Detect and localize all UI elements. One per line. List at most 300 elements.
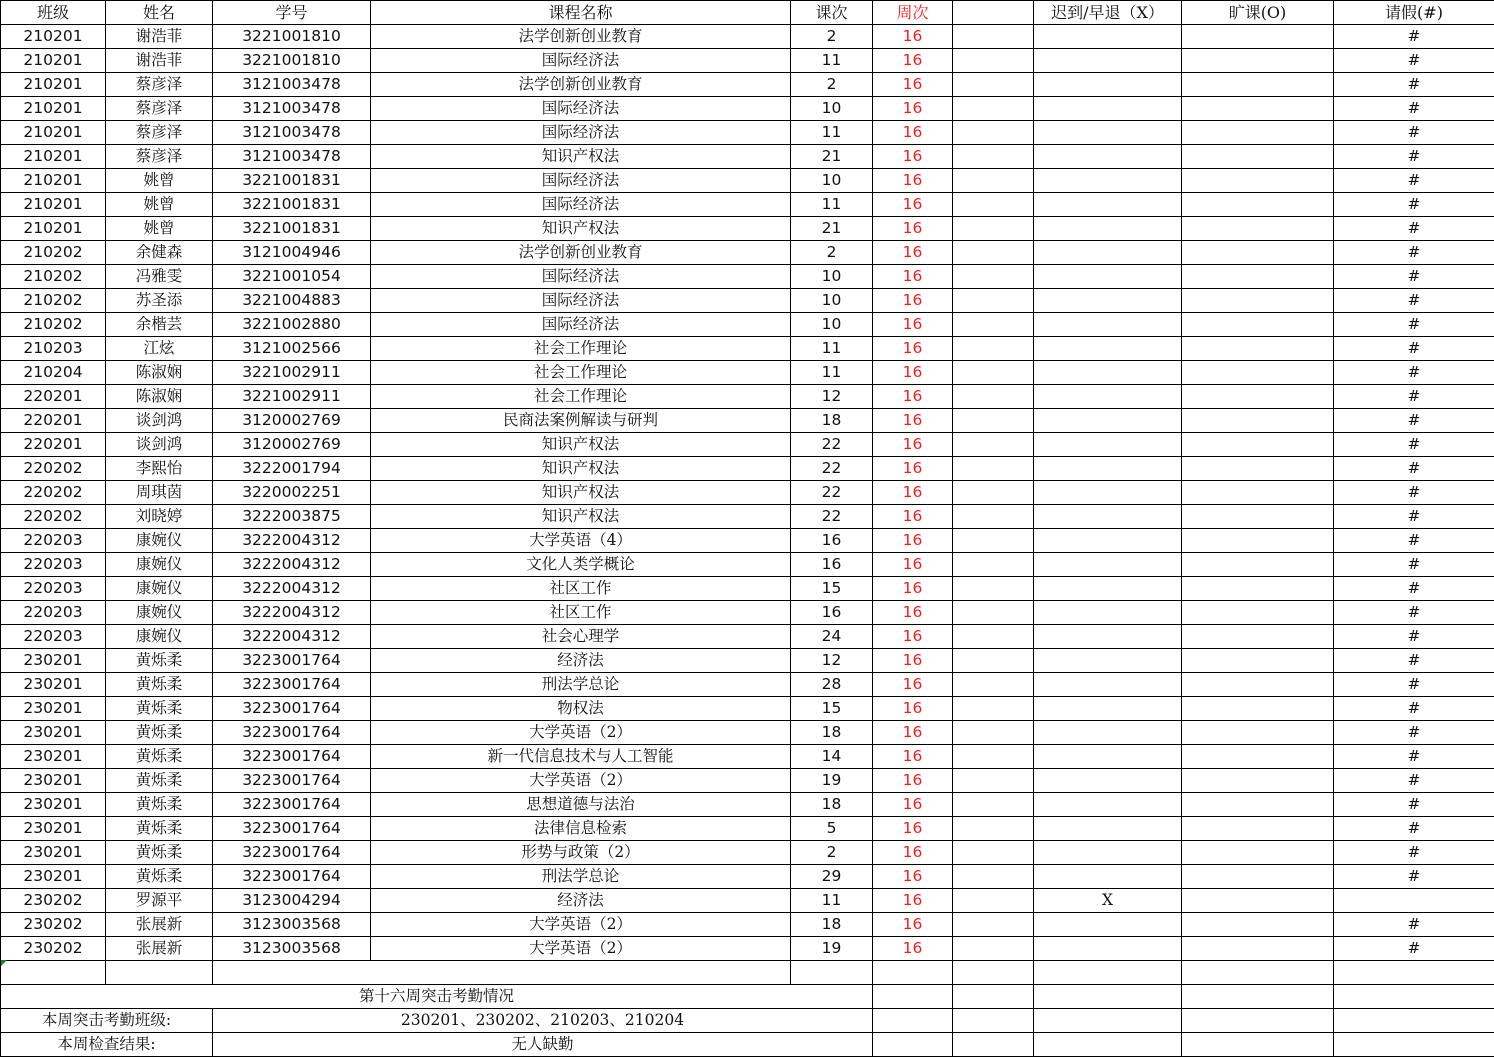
cell-session[interactable]: 2 xyxy=(791,25,873,49)
cell-name[interactable]: 姚曾 xyxy=(106,169,213,193)
cell-week[interactable]: 16 xyxy=(873,841,953,865)
cell-blank[interactable] xyxy=(953,481,1034,505)
cell-course[interactable]: 法学创新创业教育 xyxy=(371,73,791,97)
cell-name[interactable]: 陈淑娴 xyxy=(106,385,213,409)
cell-week[interactable]: 16 xyxy=(873,25,953,49)
cell-leave[interactable]: # xyxy=(1334,721,1494,745)
cell-week[interactable]: 16 xyxy=(873,769,953,793)
cell-class[interactable]: 230202 xyxy=(1,937,106,961)
cell-student-id[interactable]: 3221001831 xyxy=(213,169,371,193)
cell-session[interactable]: 12 xyxy=(791,385,873,409)
cell-session[interactable]: 2 xyxy=(791,841,873,865)
cell-late[interactable] xyxy=(1034,433,1182,457)
cell-leave[interactable]: # xyxy=(1334,697,1494,721)
cell-student-id[interactable]: 3223001764 xyxy=(213,721,371,745)
cell-leave[interactable]: # xyxy=(1334,385,1494,409)
cell-student-id[interactable]: 3223001764 xyxy=(213,649,371,673)
cell-student-id[interactable]: 3221002911 xyxy=(213,385,371,409)
cell-student-id[interactable]: 3223001764 xyxy=(213,769,371,793)
cell-course[interactable]: 知识产权法 xyxy=(371,457,791,481)
cell[interactable] xyxy=(1182,985,1334,1009)
cell-name[interactable]: 康婉仪 xyxy=(106,601,213,625)
cell-name[interactable]: 康婉仪 xyxy=(106,553,213,577)
cell-name[interactable]: 余健森 xyxy=(106,241,213,265)
cell-absent[interactable] xyxy=(1182,49,1334,73)
cell-blank[interactable] xyxy=(953,697,1034,721)
cell-course[interactable]: 国际经济法 xyxy=(371,121,791,145)
cell-student-id[interactable]: 3222004312 xyxy=(213,553,371,577)
cell-session[interactable]: 11 xyxy=(791,49,873,73)
cell-late[interactable] xyxy=(1034,673,1182,697)
cell-name[interactable]: 黄烁柔 xyxy=(106,721,213,745)
cell-late[interactable] xyxy=(1034,721,1182,745)
cell-name[interactable]: 康婉仪 xyxy=(106,529,213,553)
cell-week[interactable]: 16 xyxy=(873,145,953,169)
cell-late[interactable] xyxy=(1034,841,1182,865)
cell-absent[interactable] xyxy=(1182,817,1334,841)
cell-course[interactable]: 形势与政策（2） xyxy=(371,841,791,865)
cell-absent[interactable] xyxy=(1182,289,1334,313)
cell-absent[interactable] xyxy=(1182,529,1334,553)
cell-blank[interactable] xyxy=(953,457,1034,481)
cell-late[interactable] xyxy=(1034,193,1182,217)
cell-student-id[interactable]: 3221002911 xyxy=(213,361,371,385)
cell-course[interactable]: 法律信息检索 xyxy=(371,817,791,841)
cell-blank[interactable] xyxy=(953,241,1034,265)
cell[interactable] xyxy=(1334,1009,1494,1033)
cell-absent[interactable] xyxy=(1182,265,1334,289)
cell-name[interactable]: 谢浩菲 xyxy=(106,49,213,73)
cell-week[interactable]: 16 xyxy=(873,289,953,313)
header-leave[interactable]: 请假(#) xyxy=(1334,1,1494,25)
cell-course[interactable]: 法学创新创业教育 xyxy=(371,25,791,49)
cell-absent[interactable] xyxy=(1182,745,1334,769)
cell-class[interactable]: 230202 xyxy=(1,913,106,937)
cell-class[interactable]: 210201 xyxy=(1,49,106,73)
cell-leave[interactable]: # xyxy=(1334,505,1494,529)
cell-late[interactable] xyxy=(1034,385,1182,409)
cell-name[interactable]: 蔡彦泽 xyxy=(106,121,213,145)
cell-blank[interactable] xyxy=(953,145,1034,169)
cell-class[interactable]: 210201 xyxy=(1,217,106,241)
cell-session[interactable]: 12 xyxy=(791,649,873,673)
cell-session[interactable]: 2 xyxy=(791,73,873,97)
cell-late[interactable] xyxy=(1034,481,1182,505)
cell-late[interactable]: X xyxy=(1034,889,1182,913)
cell-student-id[interactable]: 3223001764 xyxy=(213,841,371,865)
cell-name[interactable]: 江炫 xyxy=(106,337,213,361)
cell-student-id[interactable]: 3222004312 xyxy=(213,601,371,625)
cell[interactable] xyxy=(1182,961,1334,985)
header-session[interactable]: 课次 xyxy=(791,1,873,25)
cell-student-id[interactable]: 3123004294 xyxy=(213,889,371,913)
cell-week[interactable]: 16 xyxy=(873,505,953,529)
summary-classes-label[interactable]: 本周突击考勤班级: xyxy=(1,1009,213,1033)
cell-session[interactable]: 29 xyxy=(791,865,873,889)
cell-name[interactable]: 黄烁柔 xyxy=(106,697,213,721)
cell-session[interactable]: 10 xyxy=(791,265,873,289)
cell-leave[interactable]: # xyxy=(1334,193,1494,217)
cell-week[interactable]: 16 xyxy=(873,49,953,73)
cell-late[interactable] xyxy=(1034,553,1182,577)
cell-student-id[interactable]: 3121002566 xyxy=(213,337,371,361)
cell-class[interactable]: 210201 xyxy=(1,73,106,97)
cell-class[interactable]: 220203 xyxy=(1,625,106,649)
cell-class[interactable]: 230201 xyxy=(1,721,106,745)
cell-absent[interactable] xyxy=(1182,457,1334,481)
cell-class[interactable]: 220201 xyxy=(1,433,106,457)
cell[interactable] xyxy=(873,1033,953,1057)
cell-leave[interactable]: # xyxy=(1334,217,1494,241)
cell-week[interactable]: 16 xyxy=(873,337,953,361)
cell-class[interactable]: 220203 xyxy=(1,529,106,553)
cell-session[interactable]: 10 xyxy=(791,289,873,313)
cell-class[interactable]: 210202 xyxy=(1,289,106,313)
cell-session[interactable]: 19 xyxy=(791,937,873,961)
cell-name[interactable]: 黄烁柔 xyxy=(106,649,213,673)
cell-name[interactable]: 蔡彦泽 xyxy=(106,97,213,121)
cell[interactable] xyxy=(1034,961,1182,985)
cell-late[interactable] xyxy=(1034,169,1182,193)
cell-blank[interactable] xyxy=(953,73,1034,97)
cell-name[interactable]: 谢浩菲 xyxy=(106,25,213,49)
cell-blank[interactable] xyxy=(953,25,1034,49)
cell-class[interactable]: 220201 xyxy=(1,385,106,409)
header-absent[interactable]: 旷课(O) xyxy=(1182,1,1334,25)
cell-session[interactable]: 11 xyxy=(791,337,873,361)
cell-blank[interactable] xyxy=(953,769,1034,793)
cell-session[interactable]: 11 xyxy=(791,193,873,217)
cell-student-id[interactable]: 3121004946 xyxy=(213,241,371,265)
cell-class[interactable]: 210201 xyxy=(1,169,106,193)
cell-leave[interactable]: # xyxy=(1334,49,1494,73)
cell-late[interactable] xyxy=(1034,49,1182,73)
cell-class[interactable]: 220202 xyxy=(1,481,106,505)
cell-leave[interactable]: # xyxy=(1334,97,1494,121)
cell-class[interactable]: 210202 xyxy=(1,265,106,289)
summary-result-value[interactable]: 无人缺勤 xyxy=(213,1033,873,1057)
cell-course[interactable]: 国际经济法 xyxy=(371,265,791,289)
cell-leave[interactable]: # xyxy=(1334,913,1494,937)
cell-course[interactable]: 国际经济法 xyxy=(371,193,791,217)
cell-student-id[interactable]: 3223001764 xyxy=(213,865,371,889)
cell-blank[interactable] xyxy=(953,529,1034,553)
cell-late[interactable] xyxy=(1034,817,1182,841)
cell-leave[interactable]: # xyxy=(1334,361,1494,385)
cell-week[interactable]: 16 xyxy=(873,553,953,577)
cell-class[interactable]: 220203 xyxy=(1,601,106,625)
cell-blank[interactable] xyxy=(953,433,1034,457)
cell-blank[interactable] xyxy=(953,649,1034,673)
cell-week[interactable]: 16 xyxy=(873,409,953,433)
cell[interactable] xyxy=(1034,1033,1182,1057)
cell-absent[interactable] xyxy=(1182,73,1334,97)
cell-student-id[interactable]: 3221004883 xyxy=(213,289,371,313)
cell-week[interactable]: 16 xyxy=(873,649,953,673)
cell-session[interactable]: 16 xyxy=(791,553,873,577)
cell-week[interactable]: 16 xyxy=(873,697,953,721)
cell-session[interactable]: 21 xyxy=(791,145,873,169)
cell-week[interactable]: 16 xyxy=(873,241,953,265)
cell-absent[interactable] xyxy=(1182,385,1334,409)
cell-student-id[interactable]: 3221001831 xyxy=(213,217,371,241)
cell-week[interactable]: 16 xyxy=(873,745,953,769)
cell-leave[interactable]: # xyxy=(1334,313,1494,337)
cell-class[interactable]: 210201 xyxy=(1,25,106,49)
summary-classes-value[interactable]: 230201、230202、210203、210204 xyxy=(213,1009,873,1033)
cell-blank[interactable] xyxy=(953,793,1034,817)
cell-course[interactable]: 文化人类学概论 xyxy=(371,553,791,577)
cell-class[interactable]: 230201 xyxy=(1,793,106,817)
cell-class[interactable]: 210201 xyxy=(1,97,106,121)
cell-blank[interactable] xyxy=(953,577,1034,601)
cell-class[interactable]: 210202 xyxy=(1,241,106,265)
cell[interactable] xyxy=(1334,985,1494,1009)
cell-absent[interactable] xyxy=(1182,145,1334,169)
cell-blank[interactable] xyxy=(953,289,1034,313)
cell-week[interactable]: 16 xyxy=(873,193,953,217)
cell[interactable] xyxy=(1,961,106,985)
cell-leave[interactable]: # xyxy=(1334,529,1494,553)
cell-class[interactable]: 210204 xyxy=(1,361,106,385)
cell-session[interactable]: 24 xyxy=(791,625,873,649)
cell-leave[interactable]: # xyxy=(1334,937,1494,961)
cell-leave[interactable]: # xyxy=(1334,865,1494,889)
cell-late[interactable] xyxy=(1034,793,1182,817)
cell-blank[interactable] xyxy=(953,865,1034,889)
cell-leave[interactable]: # xyxy=(1334,577,1494,601)
cell-late[interactable] xyxy=(1034,97,1182,121)
cell-leave[interactable]: # xyxy=(1334,745,1494,769)
cell-session[interactable]: 5 xyxy=(791,817,873,841)
cell-class[interactable]: 210201 xyxy=(1,121,106,145)
cell-absent[interactable] xyxy=(1182,841,1334,865)
header-student-id[interactable]: 学号 xyxy=(213,1,371,25)
cell-absent[interactable] xyxy=(1182,913,1334,937)
cell-late[interactable] xyxy=(1034,337,1182,361)
cell-blank[interactable] xyxy=(953,601,1034,625)
cell-week[interactable]: 16 xyxy=(873,865,953,889)
cell-session[interactable]: 2 xyxy=(791,241,873,265)
cell-student-id[interactable]: 3223001764 xyxy=(213,817,371,841)
cell-late[interactable] xyxy=(1034,25,1182,49)
cell-course[interactable]: 法学创新创业教育 xyxy=(371,241,791,265)
cell-session[interactable]: 10 xyxy=(791,169,873,193)
summary-result-label[interactable]: 本周检查结果: xyxy=(1,1033,213,1057)
cell-week[interactable]: 16 xyxy=(873,577,953,601)
cell-session[interactable]: 22 xyxy=(791,457,873,481)
cell-absent[interactable] xyxy=(1182,793,1334,817)
cell-week[interactable]: 16 xyxy=(873,169,953,193)
cell-blank[interactable] xyxy=(953,745,1034,769)
cell-leave[interactable]: # xyxy=(1334,673,1494,697)
cell-class[interactable]: 230201 xyxy=(1,865,106,889)
cell-name[interactable]: 周琪茵 xyxy=(106,481,213,505)
cell-leave[interactable]: # xyxy=(1334,841,1494,865)
cell-course[interactable]: 知识产权法 xyxy=(371,145,791,169)
cell-session[interactable]: 15 xyxy=(791,577,873,601)
cell-name[interactable]: 冯雅雯 xyxy=(106,265,213,289)
cell-week[interactable]: 16 xyxy=(873,361,953,385)
cell-absent[interactable] xyxy=(1182,313,1334,337)
cell-course[interactable]: 大学英语（2） xyxy=(371,721,791,745)
cell-name[interactable]: 黄烁柔 xyxy=(106,769,213,793)
cell-session[interactable]: 28 xyxy=(791,673,873,697)
cell-leave[interactable]: # xyxy=(1334,409,1494,433)
cell-class[interactable]: 220203 xyxy=(1,553,106,577)
cell-late[interactable] xyxy=(1034,289,1182,313)
cell-week[interactable]: 16 xyxy=(873,481,953,505)
cell-leave[interactable]: # xyxy=(1334,649,1494,673)
cell-week[interactable]: 16 xyxy=(873,385,953,409)
cell-name[interactable]: 康婉仪 xyxy=(106,577,213,601)
header-blank[interactable] xyxy=(953,1,1034,25)
cell-student-id[interactable]: 3221001831 xyxy=(213,193,371,217)
cell-late[interactable] xyxy=(1034,601,1182,625)
cell-name[interactable]: 康婉仪 xyxy=(106,625,213,649)
cell-class[interactable]: 210201 xyxy=(1,145,106,169)
cell-leave[interactable]: # xyxy=(1334,553,1494,577)
cell-student-id[interactable]: 3221001054 xyxy=(213,265,371,289)
cell-absent[interactable] xyxy=(1182,337,1334,361)
cell-course[interactable]: 大学英语（2） xyxy=(371,937,791,961)
cell-absent[interactable] xyxy=(1182,121,1334,145)
cell-absent[interactable] xyxy=(1182,649,1334,673)
header-course[interactable]: 课程名称 xyxy=(371,1,791,25)
cell-absent[interactable] xyxy=(1182,241,1334,265)
cell-late[interactable] xyxy=(1034,409,1182,433)
cell-name[interactable]: 苏圣添 xyxy=(106,289,213,313)
cell-absent[interactable] xyxy=(1182,169,1334,193)
cell-blank[interactable] xyxy=(953,217,1034,241)
cell-name[interactable]: 余楷芸 xyxy=(106,313,213,337)
cell-name[interactable]: 蔡彦泽 xyxy=(106,145,213,169)
cell[interactable] xyxy=(953,1033,1034,1057)
cell-name[interactable]: 黄烁柔 xyxy=(106,817,213,841)
cell-class[interactable]: 220203 xyxy=(1,577,106,601)
cell-late[interactable] xyxy=(1034,697,1182,721)
cell-blank[interactable] xyxy=(953,409,1034,433)
cell[interactable] xyxy=(106,961,213,985)
cell-absent[interactable] xyxy=(1182,625,1334,649)
cell[interactable] xyxy=(1034,1009,1182,1033)
cell-absent[interactable] xyxy=(1182,601,1334,625)
cell-leave[interactable]: # xyxy=(1334,265,1494,289)
cell-course[interactable]: 新一代信息技术与人工智能 xyxy=(371,745,791,769)
cell-absent[interactable] xyxy=(1182,25,1334,49)
cell-course[interactable]: 知识产权法 xyxy=(371,505,791,529)
cell-session[interactable]: 11 xyxy=(791,361,873,385)
cell-absent[interactable] xyxy=(1182,697,1334,721)
cell-session[interactable]: 22 xyxy=(791,433,873,457)
cell-absent[interactable] xyxy=(1182,481,1334,505)
cell-week[interactable]: 16 xyxy=(873,601,953,625)
cell-course[interactable]: 民商法案例解读与研判 xyxy=(371,409,791,433)
cell-student-id[interactable]: 3223001764 xyxy=(213,673,371,697)
cell-class[interactable]: 230201 xyxy=(1,817,106,841)
cell-week[interactable]: 16 xyxy=(873,313,953,337)
cell-session[interactable]: 10 xyxy=(791,313,873,337)
cell-leave[interactable]: # xyxy=(1334,817,1494,841)
cell-course[interactable]: 物权法 xyxy=(371,697,791,721)
cell-session[interactable]: 18 xyxy=(791,913,873,937)
cell-student-id[interactable]: 3222001794 xyxy=(213,457,371,481)
cell-blank[interactable] xyxy=(953,913,1034,937)
cell-week[interactable]: 16 xyxy=(873,529,953,553)
cell-course[interactable]: 经济法 xyxy=(371,649,791,673)
cell-blank[interactable] xyxy=(953,97,1034,121)
cell-class[interactable]: 210202 xyxy=(1,313,106,337)
cell-class[interactable]: 210201 xyxy=(1,193,106,217)
cell-week[interactable]: 16 xyxy=(873,433,953,457)
cell-late[interactable] xyxy=(1034,73,1182,97)
cell[interactable] xyxy=(873,985,953,1009)
cell-week[interactable]: 16 xyxy=(873,265,953,289)
cell-class[interactable]: 230201 xyxy=(1,697,106,721)
cell-course[interactable]: 国际经济法 xyxy=(371,97,791,121)
cell-session[interactable]: 16 xyxy=(791,601,873,625)
cell-leave[interactable]: # xyxy=(1334,625,1494,649)
cell-class[interactable]: 230201 xyxy=(1,673,106,697)
cell-blank[interactable] xyxy=(953,361,1034,385)
cell[interactable] xyxy=(953,961,1034,985)
cell-leave[interactable]: # xyxy=(1334,145,1494,169)
header-name[interactable]: 姓名 xyxy=(106,1,213,25)
cell-week[interactable]: 16 xyxy=(873,121,953,145)
cell[interactable] xyxy=(791,961,873,985)
cell[interactable] xyxy=(1182,1009,1334,1033)
cell-name[interactable]: 黄烁柔 xyxy=(106,793,213,817)
cell-leave[interactable]: # xyxy=(1334,241,1494,265)
cell-leave[interactable]: # xyxy=(1334,25,1494,49)
cell-name[interactable]: 黄烁柔 xyxy=(106,745,213,769)
cell-week[interactable]: 16 xyxy=(873,625,953,649)
cell-late[interactable] xyxy=(1034,529,1182,553)
cell-course[interactable]: 国际经济法 xyxy=(371,169,791,193)
cell-name[interactable]: 黄烁柔 xyxy=(106,841,213,865)
cell-class[interactable]: 230201 xyxy=(1,649,106,673)
cell-leave[interactable]: # xyxy=(1334,481,1494,505)
cell-leave[interactable]: # xyxy=(1334,73,1494,97)
cell-late[interactable] xyxy=(1034,865,1182,889)
cell-class[interactable]: 230201 xyxy=(1,745,106,769)
cell-session[interactable]: 18 xyxy=(791,721,873,745)
cell[interactable] xyxy=(953,985,1034,1009)
cell-name[interactable]: 黄烁柔 xyxy=(106,865,213,889)
cell-student-id[interactable]: 3222004312 xyxy=(213,577,371,601)
cell-session[interactable]: 22 xyxy=(791,481,873,505)
cell-class[interactable]: 220202 xyxy=(1,505,106,529)
cell-leave[interactable]: # xyxy=(1334,601,1494,625)
cell-blank[interactable] xyxy=(953,889,1034,913)
cell-course[interactable]: 社会心理学 xyxy=(371,625,791,649)
cell-blank[interactable] xyxy=(953,313,1034,337)
header-late[interactable]: 迟到/早退（X） xyxy=(1034,1,1182,25)
cell-name[interactable]: 张展新 xyxy=(106,937,213,961)
cell-late[interactable] xyxy=(1034,313,1182,337)
cell-name[interactable]: 刘晓婷 xyxy=(106,505,213,529)
cell-course[interactable]: 国际经济法 xyxy=(371,289,791,313)
cell-blank[interactable] xyxy=(953,553,1034,577)
cell-leave[interactable]: # xyxy=(1334,793,1494,817)
cell-absent[interactable] xyxy=(1182,409,1334,433)
cell-blank[interactable] xyxy=(953,265,1034,289)
cell-name[interactable]: 罗源平 xyxy=(106,889,213,913)
cell-late[interactable] xyxy=(1034,145,1182,169)
cell-course[interactable]: 知识产权法 xyxy=(371,481,791,505)
cell-student-id[interactable]: 3220002251 xyxy=(213,481,371,505)
cell-student-id[interactable]: 3120002769 xyxy=(213,409,371,433)
